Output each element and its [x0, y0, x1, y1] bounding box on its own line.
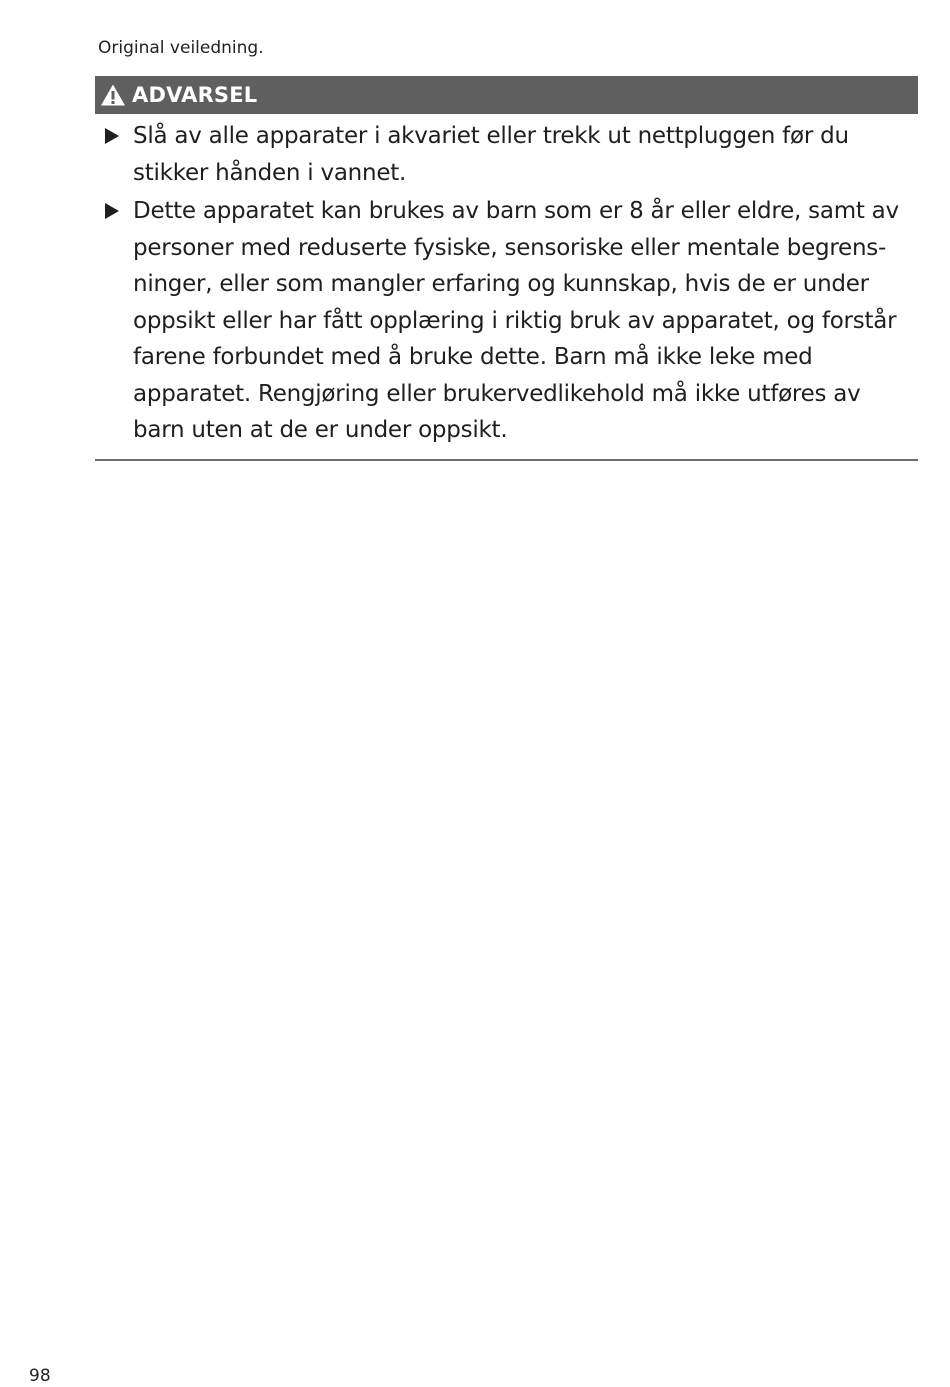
warning-item-text: Slå av alle apparater i akvariet eller trekk ut nettpluggen før du stikker hånden i vannet. [133, 123, 849, 186]
warning-item [95, 193, 918, 449]
warning-list [95, 114, 918, 449]
warning-bottom-divider [95, 459, 918, 461]
warning-box [95, 76, 918, 461]
play-triangle-icon [105, 128, 119, 144]
warning-header-bar [95, 76, 918, 114]
play-triangle-icon [105, 203, 119, 219]
page-number: 98 [29, 1366, 51, 1386]
warning-title: ADVARSEL [132, 83, 258, 107]
warning-item [95, 118, 918, 191]
warning-triangle-icon [100, 83, 126, 107]
header-note: Original veiledning. [98, 38, 264, 58]
warning-item-text: Dette apparatet kan brukes av barn som er 8 år eller eldre, samt av personer med reduserte fysiske, sensoriske eller mentale begrensninger, eller som mangler erfaring og kunnskap, hvis de er under oppsikt eller har fått opplæring i riktig bruk av apparatet, og forstår farene forbundet med å bruke dette. Barn må ikke leke med apparatet. Rengjøring eller brukervedlikehold må ikke utføres av barn uten at de er under oppsikt. [133, 198, 899, 443]
